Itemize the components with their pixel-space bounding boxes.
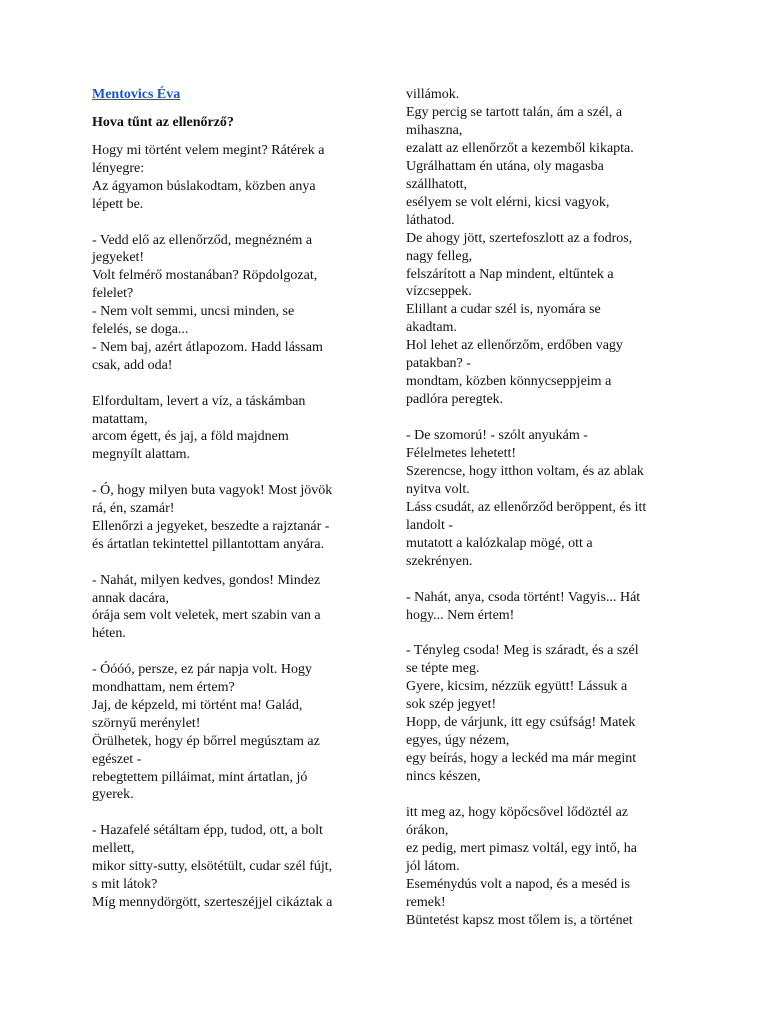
poem-line: rá, én, szamár! xyxy=(92,501,175,516)
poem-line: lépett be. xyxy=(92,196,144,212)
poem-line: - Ó, hogy milyen buta vagyok! Most jövök xyxy=(92,483,333,499)
poem-line: se tépte meg. xyxy=(406,661,480,677)
poem-line: hogy... Nem értem! xyxy=(406,607,515,623)
poem-line: Jaj, de képzeld, mi történt ma! Galád, xyxy=(92,697,303,713)
poem-line: mellett, xyxy=(92,841,135,857)
poem-line: megnyílt alattam. xyxy=(92,447,190,463)
poem-line: sok szép jegyet! xyxy=(406,697,497,713)
poem-line: - Vedd elő az ellenőrződ, megnézném a xyxy=(92,232,313,248)
poem-line: esélyem se volt elérni, kicsi vagyok, xyxy=(406,194,610,210)
poem-line: arcom égett, és jaj, a föld majdnem xyxy=(92,429,289,445)
poem-line: mutatott a kalózkalap mögé, ott a xyxy=(406,535,593,551)
poem-line: itt meg az, hogy köpőcsővel lődöztél az xyxy=(406,805,628,820)
poem-line: ez pedig, mert pimasz voltál, egy intő, ha xyxy=(406,840,637,856)
poem-line: matattam, xyxy=(92,411,148,427)
poem-line: remek! xyxy=(406,894,446,910)
poem-line: - Tényleg csoda! Meg is száradt, és a szél xyxy=(406,643,639,659)
poem-line: órája sem volt veletek, mert szabin van a xyxy=(92,608,321,624)
poem-line: egy beírás, hogy a leckéd ma már megint xyxy=(406,751,637,767)
poem-line: - Nem volt semmi, uncsi minden, se xyxy=(92,304,295,320)
poem-line: Félelmetes lehetett! xyxy=(406,446,517,461)
author-link[interactable]: Mentovics Éva xyxy=(92,87,181,102)
poem-line: padlóra peregtek. xyxy=(406,392,504,408)
poem-line: s mit látok? xyxy=(92,876,158,892)
poem-line: - De szomorú! - szólt anyukám - xyxy=(406,428,588,444)
poem-line: Hol lehet az ellenőrzőm, erdőben vagy xyxy=(406,338,623,354)
poem-line: gyerek. xyxy=(92,787,134,803)
poem-line: mihaszna, xyxy=(406,122,463,138)
poem-line: láthatod. xyxy=(406,212,455,228)
poem-line: - Hazafelé sétáltam épp, tudod, ott, a bolt xyxy=(92,823,323,839)
poem-line: felelés, se doga... xyxy=(92,322,189,337)
poem-line: Míg mennydörgött, szerteszéjjel cikáztak a xyxy=(92,894,333,910)
poem-line: Hopp, de várjunk, itt egy csúfság! Matek xyxy=(406,715,636,731)
poem-line: Hogy mi történt velem megint? Rátérek a xyxy=(92,143,325,158)
poem-line: ezalatt az ellenőrzőt a kezemből kikapta. xyxy=(406,140,634,156)
poem-line: Volt felmérő mostanában? Röpdolgozat, xyxy=(92,268,318,284)
poem-line: szörnyű merénylet! xyxy=(92,715,201,731)
poem-line: Szerencse, hogy itthon voltam, és az ablak xyxy=(406,463,644,479)
poem-line: egészet - xyxy=(92,751,142,767)
poem-line: - Nem baj, azért átlapozom. Hadd lássam xyxy=(92,339,323,355)
poem-title: Hova tűnt az ellenőrző? xyxy=(92,115,234,130)
poem-line: vízcseppek. xyxy=(406,284,472,300)
poem-line: Az ágyamon búslakodtam, közben anya xyxy=(92,178,316,194)
poem-line: annak dacára, xyxy=(92,590,169,606)
poem-line: egyes, úgy nézem, xyxy=(406,733,510,749)
poem-line: - Nahát, anya, csoda történt! Vagyis... Hát xyxy=(406,589,641,605)
poem-line: Láss csudát, az ellenőrződ beröppent, és itt xyxy=(406,499,647,515)
poem-line: Örülhetek, hogy ép bőrrel megúsztam az xyxy=(92,733,320,749)
poem-line: mikor sitty-sutty, elsötétült, cudar szél fújt, xyxy=(92,859,333,874)
poem-line: felelet? xyxy=(92,286,134,302)
poem-line: csak, add oda! xyxy=(92,357,173,373)
poem-line: szállhatott, xyxy=(406,176,468,192)
poem-line: héten. xyxy=(92,626,126,642)
poem-line: Egy percig se tartott talán, ám a szél, a xyxy=(406,104,623,120)
poem-line: nincs készen, xyxy=(406,769,481,785)
poem-line: Elillant a cudar szél is, nyomára se xyxy=(406,302,601,318)
poem-line: Ellenőrzi a jegyeket, beszedte a rajztanár - xyxy=(92,518,330,534)
poem-line: Gyere, kicsim, nézzük együtt! Lássuk a xyxy=(406,679,628,695)
poem-line: szekrényen. xyxy=(406,553,473,569)
poem-line: és ártatlan tekintettel pillantottam anyára. xyxy=(92,536,325,552)
poem-line: villámok. xyxy=(406,87,460,102)
poem-line: felszárított a Nap mindent, eltűntek a xyxy=(406,266,614,282)
poem-line: Eseménydús volt a napod, és a meséd is xyxy=(406,876,630,892)
poem-line: mondtam, közben könnycseppjeim a xyxy=(406,374,612,390)
poem-line: Elfordultam, levert a víz, a táskámban xyxy=(92,393,306,409)
poem-line: jegyeket! xyxy=(92,250,145,266)
poem-line: lényegre: xyxy=(92,160,145,176)
poem-line: mondhattam, nem értem? xyxy=(92,680,235,695)
poem-line: nyitva volt. xyxy=(406,481,470,497)
poem-line: nagy felleg, xyxy=(406,248,473,264)
poem-line: De ahogy jött, szertefoszlott az a fodros, xyxy=(406,230,633,246)
poem-line: jól látom. xyxy=(406,858,460,874)
poem-line: - Nahát, milyen kedves, gondos! Mindez xyxy=(92,572,321,588)
poem-line: rebegtettem pilláimat, mint ártatlan, jó xyxy=(92,769,308,785)
poem-line: - Óóóó, persze, ez pár napja volt. Hogy xyxy=(92,662,313,678)
poem-line: landolt - xyxy=(406,517,454,533)
poem-line: Büntetést kapsz most tőlem is, a történet xyxy=(406,912,633,928)
poem-line: órákon, xyxy=(406,822,449,838)
poem-line: akadtam. xyxy=(406,320,457,336)
poem-line: patakban? - xyxy=(406,356,471,372)
poem-line: Ugrálhattam én utána, oly magasba xyxy=(406,158,604,174)
